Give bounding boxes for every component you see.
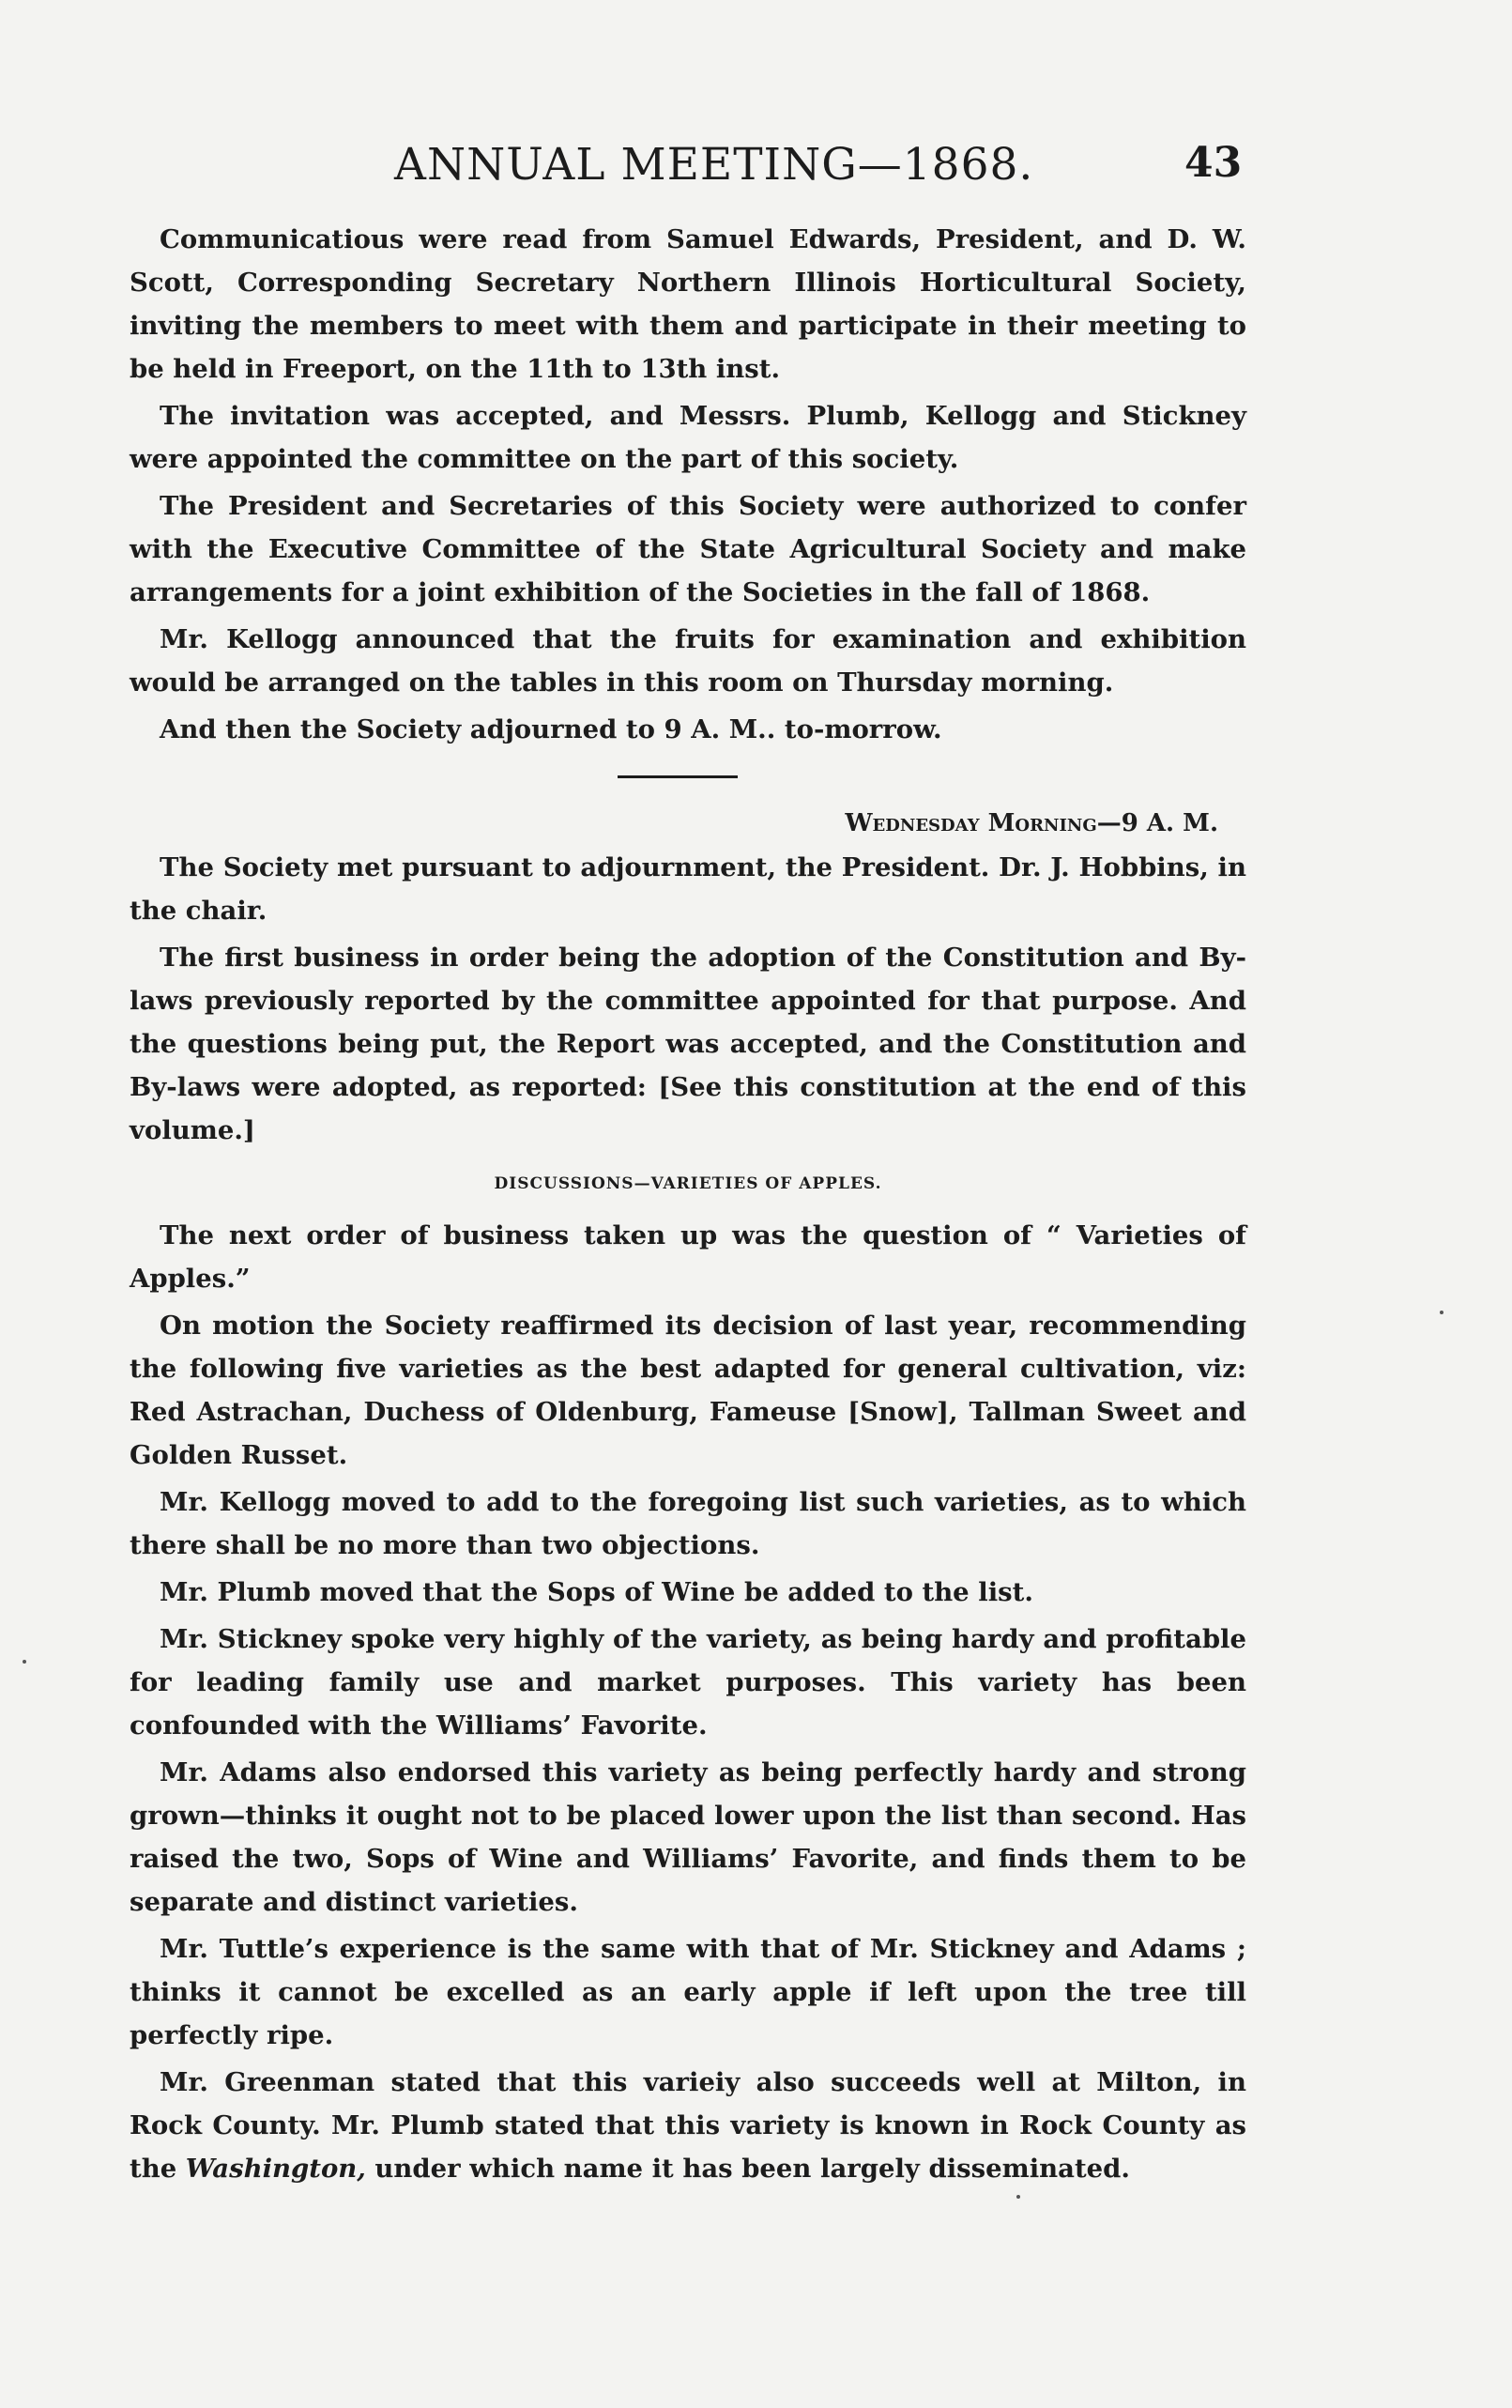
page-header xyxy=(0,139,1512,195)
paper-speck xyxy=(1016,2195,1020,2199)
paragraph: Mr. Stickney spoke very highly of the variety, as being hardy and profitable for leading family use and market purposes. This variety has been confounded with the Williams’ Favorite. xyxy=(130,1624,1246,1741)
paragraph: The Society met pursuant to adjournment, the President. Dr. J. Hobbins, in the chair. xyxy=(130,852,1246,926)
paragraph: Mr. Adams also endorsed this variety as being perfectly hardy and strong grown—thinks it ought not to be placed lower upon the list than second. Has raised the two, Sops of Wine and Williams’ Favorite, and finds them to be separate and distinct varieties. xyxy=(130,1757,1246,1917)
paper-speck xyxy=(1440,1311,1443,1314)
running-head: ANNUAL MEETING—1868. xyxy=(394,139,1034,191)
section-heading: DISCUSSIONS—VARIETIES OF APPLES. xyxy=(494,1174,882,1193)
paragraph: Mr. Plumb moved that the Sops of Wine be added to the list. xyxy=(160,1577,1033,1607)
divider-rule xyxy=(618,775,738,778)
paper-speck xyxy=(23,1660,26,1664)
last-paragraph xyxy=(130,2061,1246,2190)
last-paragraph-text-end: under which name it has been largely disseminated. xyxy=(365,2154,1130,2184)
last-paragraph-text: Mr. Greenman stated that this varieiy also succeeds well at Milton, in Rock County. Mr. Plumb stated that this variety is known in Rock County as the xyxy=(130,2067,1246,2184)
page-number: 43 xyxy=(1184,139,1243,187)
paragraph: Mr. Tuttle’s experience is the same with that of Mr. Stickney and Adams ; thinks it cannot be excelled as an early apple if left upon the tree till perfectly ripe. xyxy=(130,1934,1246,2050)
paragraph: The first business in order being the adoption of the Constitution and By-laws previously reported by the committee appointed for that purpose. And the questions being put, the Report was accepted, and the Constitution and By-laws were adopted, as reported: [See this constitution at the end of this volume.] xyxy=(130,943,1246,1145)
italic-place-name: Washington, xyxy=(185,2154,366,2184)
time-heading: Wednesday Morning—9 A. M. xyxy=(845,809,1218,837)
page-body xyxy=(130,218,1246,2194)
paragraph: Mr. Kellogg moved to add to the foregoing list such varieties, as to which there shall be no more than two objections. xyxy=(130,1487,1246,1560)
paragraph: On motion the Society reaffirmed its decision of last year, recommending the following five varieties as the best adapted for general cultivation, viz: Red Astrachan, Duchess of Oldenburg, Fameuse [Snow], Tallman Sweet and Golden Russet. xyxy=(130,1311,1246,1470)
paragraph: And then the Society adjourned to 9 A. M.. to-morrow. xyxy=(160,714,942,744)
paragraph: Communicatious were read from Samuel Edwards, President, and D. W. Scott, Corresponding Secretary Northern Illinois Horticultural Society, inviting the members to meet with them and participate in their meeting to be held in Freeport, on the 11th to 13th inst. xyxy=(130,224,1246,384)
paragraph: The President and Secretaries of this Society were authorized to confer with the Executive Committee of the State Agricultural Society and make arrangements for a joint exhibition of the Societies in the fall of 1868. xyxy=(130,491,1246,607)
paragraph: Mr. Kellogg announced that the fruits for examination and exhibition would be arranged on the tables in this room on Thursday morning. xyxy=(130,624,1246,698)
paragraph: The invitation was accepted, and Messrs. Plumb, Kellogg and Stickney were appointed the committee on the part of this society. xyxy=(130,401,1246,474)
paragraph: The next order of business taken up was the question of “ Varieties of Apples.” xyxy=(130,1220,1246,1294)
